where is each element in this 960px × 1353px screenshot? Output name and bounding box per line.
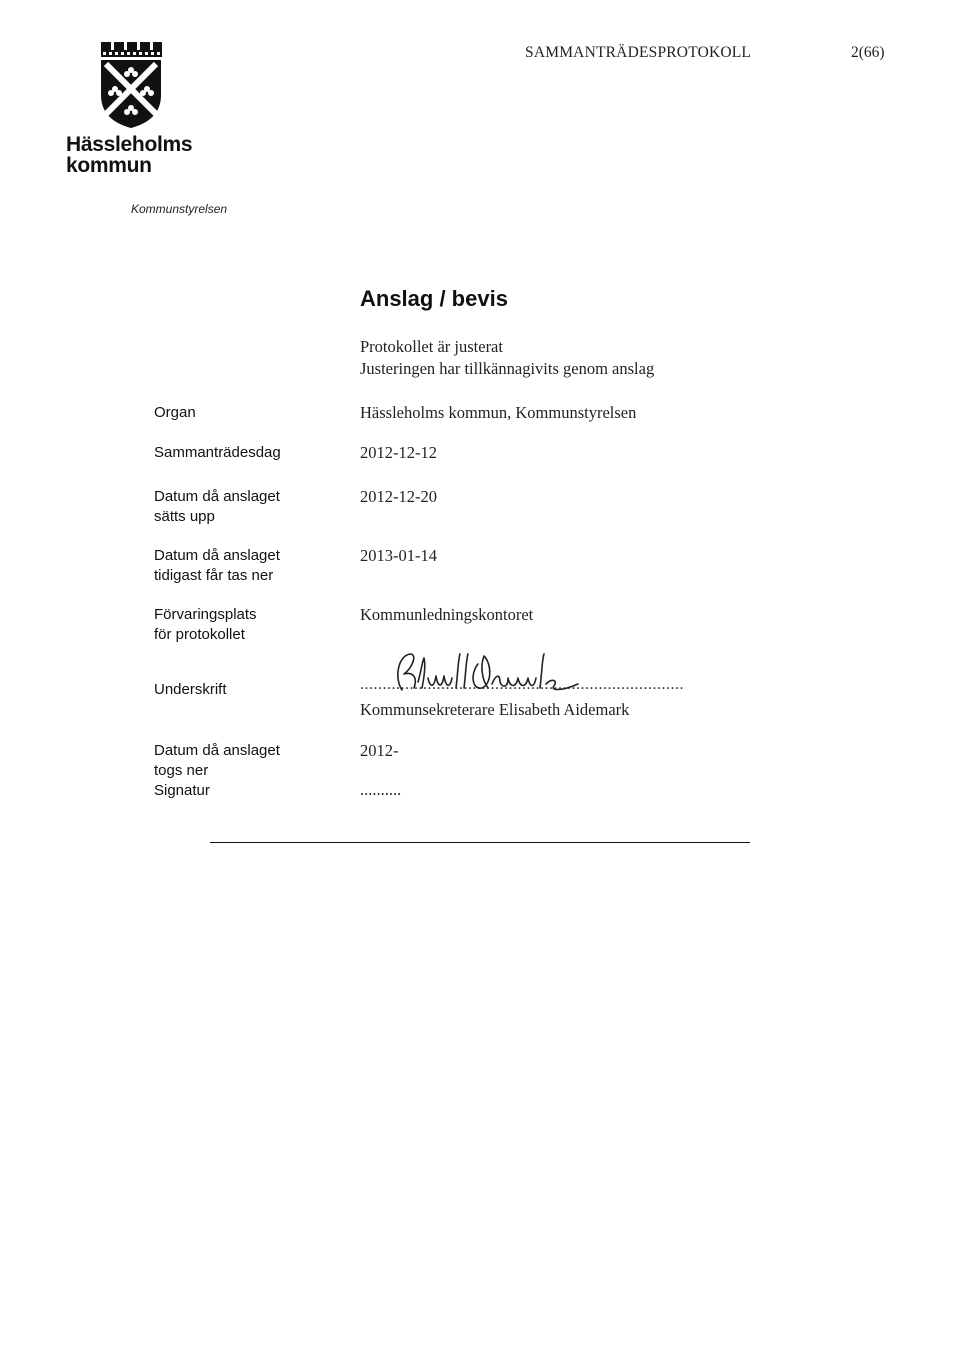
notice-line-2: Justeringen har tillkännagivits genom anslag [360,359,655,378]
signature-line: ........................................................................ [360,676,684,693]
signer-name: Kommunsekreterare Elisabeth Aidemark [360,700,630,719]
signature-label: Underskrift [154,681,227,698]
organization-name-line-1: Hässleholms [66,133,193,156]
meeting-date-label: Sammanträdesdag [154,444,281,461]
document-type: SAMMANTRÄDESPROTOKOLL [525,44,752,61]
meeting-date-value: 2012-12-12 [360,443,437,462]
organization-name-line-2: kommun [66,154,152,177]
department-name: Kommunstyrelsen [131,202,228,216]
removal-date-label-line-2: tidigast får tas ner [154,567,274,584]
taken-down-label [154,741,280,801]
removal-date-value: 2013-01-14 [360,546,437,565]
removal-date-label [154,546,280,586]
posted-date-label-line-1: Datum då anslaget [154,488,280,505]
taken-down-value: 2012- [360,741,399,760]
posted-date-label [154,487,280,527]
storage-value: Kommunledningskontoret [360,605,534,624]
organization-name [66,134,192,176]
page-number: 2(66) [851,44,885,61]
posted-date-label-line-2: sätts upp [154,508,215,525]
organ-label: Organ [154,404,196,421]
taken-down-signature-line: .......... [360,780,402,799]
organ-value: Hässleholms kommun, Kommunstyrelsen [360,403,637,422]
handwritten-signature [392,648,580,702]
coat-of-arms-icon [98,40,164,130]
storage-label-line-2: för protokollet [154,626,245,643]
taken-down-label-line-3: Signatur [154,782,210,799]
storage-label-line-1: Förvaringsplats [154,606,257,623]
notice-line-1: Protokollet är justerat [360,337,503,356]
bottom-rule [210,842,750,843]
notice-title: Anslag / bevis [360,286,508,311]
taken-down-label-line-1: Datum då anslaget [154,742,280,759]
posted-date-value: 2012-12-20 [360,487,437,506]
storage-label [154,605,257,645]
taken-down-label-line-2: togs ner [154,762,209,779]
removal-date-label-line-1: Datum då anslaget [154,547,280,564]
